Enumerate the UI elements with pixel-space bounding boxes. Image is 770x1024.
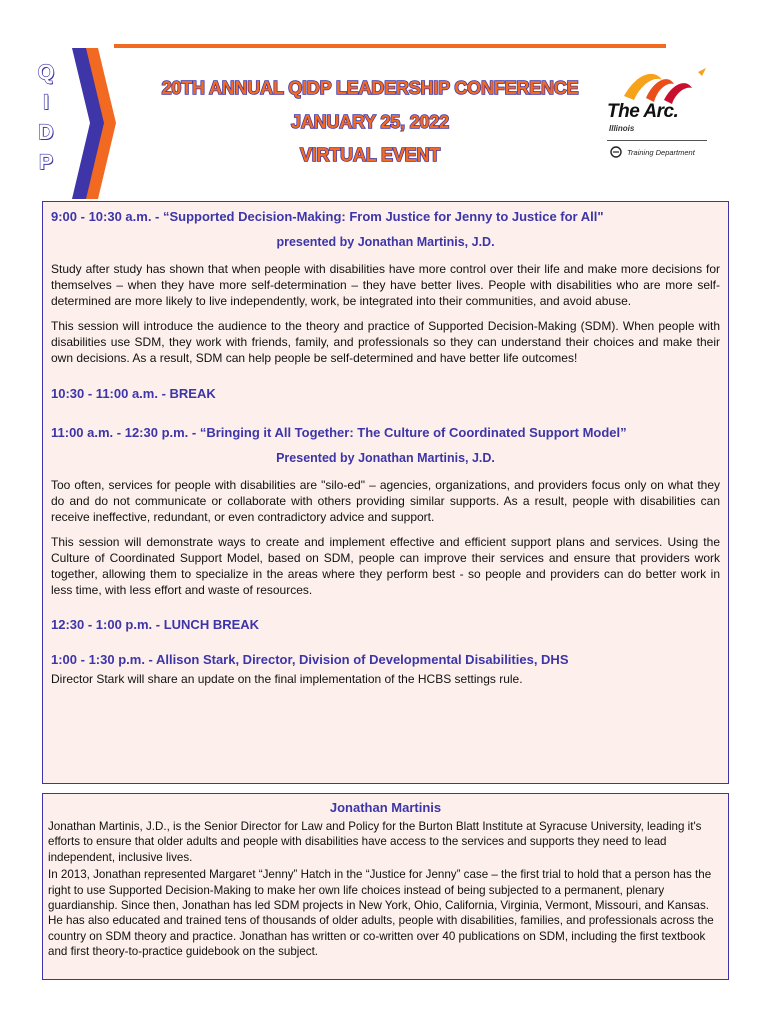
training-icon (609, 146, 623, 158)
session1-presenter: presented by Jonathan Martinis, J.D. (276, 235, 495, 249)
training-department (609, 146, 695, 158)
event-type: VIRTUAL EVENT (299, 145, 441, 165)
training-department-label: Training Department (627, 147, 695, 157)
bio-title: Jonathan Martinis (329, 800, 442, 815)
qidp-letter: Q (37, 61, 55, 84)
arc-logo-name: The Arc. (607, 101, 679, 122)
session2-paragraph: Too often, services for people with disabilities are "silo-ed" – agencies, organizations, and providers focus only on what they do and do not communicate or collaborate with others providing similar supports. As a result, people with disabilities can receive ineffective, redundant, or even contradictory advice and support. (51, 477, 720, 524)
conference-date: JANUARY 25, 2022 (291, 112, 449, 132)
break-slot: 10:30 - 11:00 a.m. - BREAK (51, 385, 216, 401)
chevron-graphic (68, 46, 118, 201)
lunch-slot: 12:30 - 1:00 p.m. - LUNCH BREAK (51, 617, 260, 633)
session3-title: 1:00 - 1:30 p.m. - Allison Stark, Director, Division of Developmental Disabilities, DHS (51, 652, 569, 668)
qidp-letter: P (38, 151, 53, 174)
agenda-panel (42, 201, 729, 784)
qidp-letter: D (38, 121, 54, 144)
bio-paragraph: In 2013, Jonathan represented Margaret “Jenny” Hatch in the “Justice for Jenny” case – the first trial to hold that a person has the right to use Supported Decision-Making to make her own life choices instead of being subjected to a permanent, plenary guardianship. Since then, Jonathan has led SDM projects in New York, Ohio, California, Virginia, Vermont, Missouri, and Kansas. He has also educated and trained tens of thousands of older adults, people with disabilities, families, and professionals across the country on SDM theory and practice. Jonathan has written or co-written over 40 publications on SDM, including the first textbook and first theory-to-practice guidebook on the subject. (48, 868, 714, 959)
session2-title: 11:00 a.m. - 12:30 p.m. - “Bringing it All Together: The Culture of Coordinated Support Model” (51, 424, 627, 440)
logo-divider (607, 140, 707, 141)
session3-paragraph: Director Stark will share an update on the final implementation of the HCBS settings rule. (51, 672, 523, 687)
speaker-bio-panel (42, 793, 729, 980)
conference-title: 20TH ANNUAL QIDP LEADERSHIP CONFERENCE (161, 78, 579, 98)
qidp-letter: I (43, 91, 49, 114)
arc-logo-state: Illinois (609, 124, 635, 133)
session1-title: 9:00 - 10:30 a.m. - “Supported Decision-Making: From Justice for Jenny to Justice for All" (51, 209, 604, 224)
session2-presenter: Presented by Jonathan Martinis, J.D. (276, 450, 495, 465)
qidp-vertical-letters (34, 58, 58, 178)
bio-paragraph: Jonathan Martinis, J.D., is the Senior Director for Law and Policy for the Burton Blatt Institute at Syracuse University, leading it's efforts to ensure that older adults and people with disabilities have access to the services and supports they need to lead independent, inclusive lives. (48, 820, 702, 864)
session1-paragraph: Study after study has shown that when people with disabilities have more control over their life and make more decisions for themselves – when they have more self-determination – they have better lives. People with disabilities who are more self-determined are more likely to live independently, work, be integrated into their communities, and avoid abuse. (51, 262, 720, 309)
session2-paragraph: This session will demonstrate ways to create and implement effective and efficient support plans and services. Using the Culture of Coordinated Support Model, based on SDM, people can improve their services and ensure that providers work together, allowing them to specialize in the areas where they perform best - so people and providers can do better work in less time, with less effort and waste of resources. (51, 534, 720, 598)
header-rule (114, 44, 666, 48)
session1-paragraph: This session will introduce the audience to the theory and practice of Supported Decision-Making (SDM). When people with disabilities use SDM, they work with friends, family, and professionals so they can understand their choices and make their own decisions. As a result, SDM can help people be self-determined and have better life outcomes! (51, 319, 720, 366)
